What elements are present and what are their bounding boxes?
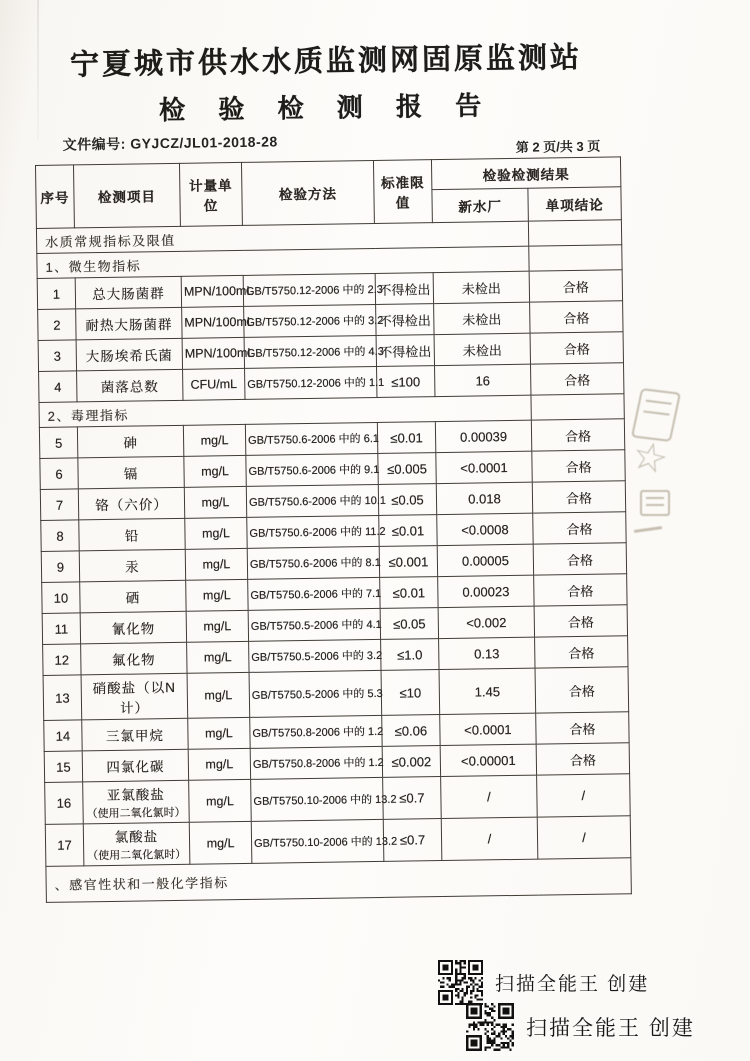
header-conclusion: 单项结论: [528, 187, 621, 221]
cell-seq: 15: [44, 751, 82, 783]
section-label: 水质常规指标及限值: [36, 221, 528, 253]
cell-unit: mg/L: [189, 779, 252, 822]
cell-unit: mg/L: [184, 455, 246, 487]
cell-conclusion: /: [537, 774, 631, 817]
cell-result: /: [441, 817, 538, 860]
cell-limit: ≤0.005: [378, 453, 436, 485]
cell-item: 氟化物: [81, 642, 187, 675]
cell-conclusion: 合格: [533, 543, 626, 575]
cell-seq: 7: [40, 489, 78, 521]
section-empty-cell: [529, 245, 622, 271]
cell-limit: ≤100: [377, 366, 435, 398]
cell-method: GB/T5750.6-2006 中的 8.1: [247, 546, 379, 579]
cell-conclusion: 合格: [536, 743, 629, 775]
scanner-watermark-2: [466, 1003, 695, 1051]
header-seq: 序号: [36, 165, 75, 229]
cell-result: 1.45: [439, 668, 536, 714]
report-table-body: [36, 220, 631, 903]
file-number-value: GYJCZ/JL01-2018-28: [130, 133, 278, 152]
cell-unit: mg/L: [188, 748, 250, 780]
cell-unit: MPN/100mL: [182, 337, 244, 369]
qr-code-icon: [438, 960, 483, 1005]
cell-item: 铅: [79, 518, 185, 551]
cell-method: GB/T5750.8-2006 中的 1.2: [250, 746, 382, 779]
cell-unit: mg/L: [185, 548, 247, 580]
qr-code-icon: [466, 1003, 514, 1051]
watermark-label: 扫描全能王 创建: [495, 974, 650, 995]
cell-method: GB/T5750.5-2006 中的 4.1: [248, 608, 380, 641]
cell-item: 硝酸盐（以N计）: [81, 673, 188, 720]
cell-seq: 1: [37, 278, 75, 310]
header-limit: 标准限值: [373, 160, 432, 224]
cell-limit: ≤0.7: [383, 777, 442, 820]
cell-result: 0.13: [439, 637, 535, 669]
cell-conclusion: 合格: [530, 332, 623, 364]
cell-seq: 6: [40, 458, 78, 490]
cell-seq: 13: [43, 675, 82, 721]
cell-unit: MPN/100mL: [181, 275, 243, 307]
cell-unit: mg/L: [183, 424, 245, 456]
cell-seq: 9: [41, 551, 79, 583]
cell-item: 氰化物: [80, 611, 186, 644]
cell-item: 硒: [80, 580, 186, 613]
cell-result: 未检出: [434, 333, 530, 365]
cell-unit: CFU/mL: [183, 368, 245, 400]
cell-conclusion: 合格: [536, 712, 629, 744]
cell-method: GB/T5750.6-2006 中的 11.2: [247, 515, 379, 548]
cell-conclusion: 合格: [532, 481, 625, 513]
cell-method: GB/T5750.6-2006 中的 9.1: [246, 453, 378, 486]
section-empty-cell: [528, 220, 621, 246]
cell-unit: mg/L: [189, 821, 252, 864]
section-row: [46, 858, 631, 903]
cell-item: 镉: [78, 456, 184, 489]
cell-method: GB/T5750.6-2006 中的 6.1: [245, 422, 377, 455]
cell-unit: mg/L: [188, 717, 250, 749]
cell-conclusion: 合格: [531, 363, 624, 395]
cell-result: 0.018: [436, 482, 532, 514]
cell-limit: ≤0.7: [383, 819, 442, 862]
scanner-watermark-1: [438, 960, 649, 1005]
cell-unit: mg/L: [187, 672, 250, 718]
cell-seq: 3: [38, 340, 76, 372]
file-number-label: 文件编号:: [62, 135, 126, 153]
cell-method: GB/T5750.12-2006 中的 2.3: [243, 273, 375, 306]
cell-result: 0.00023: [438, 575, 534, 607]
cell-method: GB/T5750.5-2006 中的 3.2: [249, 639, 381, 672]
cell-item: 汞: [79, 549, 185, 582]
cell-unit: mg/L: [185, 517, 247, 549]
cell-conclusion: 合格: [530, 301, 623, 333]
cell-result: <0.0001: [440, 713, 536, 745]
cell-conclusion: 合格: [533, 512, 626, 544]
cell-conclusion: 合格: [529, 270, 622, 302]
cell-result: 未检出: [433, 271, 529, 303]
cell-conclusion: 合格: [534, 574, 627, 606]
cell-limit: 不得检出: [376, 304, 434, 336]
cell-item: 耐热大肠菌群: [76, 307, 182, 340]
cell-unit: mg/L: [184, 486, 246, 518]
cell-conclusion: 合格: [535, 667, 629, 713]
cell-limit: ≤0.01: [379, 515, 437, 547]
cell-method: GB/T5750.12-2006 中的 4.3: [244, 335, 376, 368]
section-label: 、感官性状和一般化学指标: [46, 858, 631, 903]
cell-limit: ≤0.01: [377, 422, 435, 454]
cell-item: 三氯甲烷: [82, 718, 188, 751]
file-number: [63, 131, 278, 154]
section-label: 2、毒理指标: [39, 395, 531, 427]
cell-result: <0.0001: [436, 451, 532, 483]
cell-limit: ≤10: [381, 670, 440, 716]
section-empty-cell: [531, 394, 624, 420]
cell-item: 菌落总数: [77, 369, 183, 402]
header-item: 检测项目: [73, 163, 180, 228]
cell-result: <0.002: [438, 606, 534, 638]
cell-method: GB/T5750.6-2006 中的 7.1: [248, 577, 380, 610]
cell-result: <0.0008: [437, 513, 533, 545]
header-result-group: 检验检测结果: [431, 157, 620, 190]
cell-limit: ≤0.002: [382, 746, 440, 778]
cell-seq: 5: [39, 427, 77, 459]
cell-item: 总大肠菌群: [75, 276, 181, 309]
cell-item: 氯酸盐 （使用二氧化氯时）: [83, 822, 190, 866]
cell-method: GB/T5750.10-2006 中的 13.2: [251, 819, 384, 863]
cell-seq: 10: [42, 582, 80, 614]
cell-conclusion: 合格: [532, 450, 625, 482]
cell-method: GB/T5750.6-2006 中的 10.1: [246, 484, 378, 517]
cell-seq: 14: [44, 720, 82, 752]
watermark-label: 扫描全能王 创建: [526, 1017, 695, 1040]
cell-unit: mg/L: [186, 579, 248, 611]
cell-limit: 不得检出: [375, 273, 433, 305]
cell-result: 0.00005: [437, 544, 533, 576]
cell-limit: ≤0.05: [378, 484, 436, 516]
cell-seq: 2: [38, 309, 76, 341]
report-title: 检 验 检 测 报 告: [158, 90, 495, 126]
cell-seq: 4: [39, 371, 77, 403]
cell-limit: ≤1.0: [381, 639, 439, 671]
section-label: 1、微生物指标: [37, 246, 529, 278]
cell-method: GB/T5750.12-2006 中的 1.1: [245, 366, 377, 399]
cell-seq: 11: [42, 613, 80, 645]
cell-result: 0.00039: [435, 420, 531, 452]
header-method: 检验方法: [241, 160, 374, 225]
cell-method: GB/T5750.10-2006 中的 13.2: [251, 777, 384, 821]
cell-unit: mg/L: [187, 641, 249, 673]
cell-seq: 16: [45, 782, 84, 825]
cell-limit: ≤0.06: [382, 715, 440, 747]
cell-method: GB/T5750.12-2006 中的 3.2: [244, 304, 376, 337]
header-result-plant: 新水厂: [432, 188, 528, 222]
cell-seq: 8: [41, 520, 79, 552]
cell-item: 四氯化碳: [82, 749, 188, 782]
cell-seq: 12: [43, 644, 81, 676]
cell-conclusion: /: [537, 816, 631, 859]
cell-method: GB/T5750.5-2006 中的 5.3: [249, 670, 382, 717]
cell-seq: 17: [45, 824, 84, 867]
cell-result: <0.00001: [440, 744, 536, 776]
page-indicator: 第 2 页/共 3 页: [515, 138, 601, 155]
cell-item: 铬（六价）: [78, 487, 184, 520]
cell-limit: ≤0.001: [379, 546, 437, 578]
cell-limit: ≤0.05: [380, 608, 438, 640]
cell-result: /: [441, 775, 538, 818]
cell-method: GB/T5750.8-2006 中的 1.2: [250, 715, 382, 748]
org-title: 宁夏城市供水水质监测网固原监测站: [69, 41, 583, 82]
cell-limit: ≤0.01: [380, 577, 438, 609]
cell-result: 未检出: [434, 302, 530, 334]
star-icon: ☆: [627, 432, 673, 484]
cell-conclusion: 合格: [531, 419, 624, 451]
cell-limit: 不得检出: [376, 335, 434, 367]
cell-unit: MPN/100mL: [182, 306, 244, 338]
cell-conclusion: 合格: [534, 605, 627, 637]
cell-item: 砷: [77, 425, 183, 458]
header-unit: 计量单位: [179, 162, 242, 226]
cell-unit: mg/L: [186, 610, 248, 642]
cell-item: 亚氯酸盐 （使用二氧化氯时）: [83, 780, 190, 824]
cell-item: 大肠埃希氏菌: [76, 338, 182, 371]
report-table: [35, 156, 632, 903]
cell-result: 16: [435, 364, 531, 396]
cell-conclusion: 合格: [535, 636, 628, 668]
